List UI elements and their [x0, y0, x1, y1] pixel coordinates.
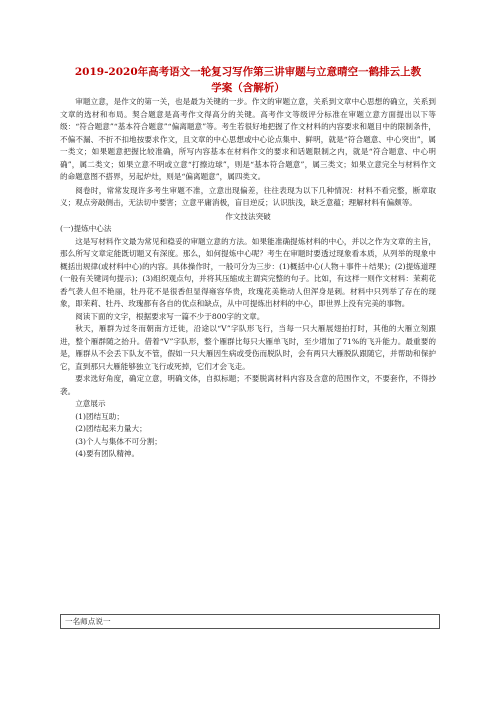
paragraph-task: 阅读下面的文字，根据要求写一篇不少于800字的文章。 — [75, 311, 265, 321]
list-item: (2)团结起来力量大； — [75, 424, 147, 433]
teacher-note-label: 一名师点说一 — [65, 617, 111, 626]
subsection-heading: (一)提炼中心法 — [60, 224, 112, 233]
teacher-note-box — [60, 614, 440, 629]
list-item: (4)要有团队精神。 — [75, 449, 140, 458]
list-item: (1)团结互助； — [75, 411, 124, 421]
section-heading: 作文技法突破 — [225, 211, 271, 221]
idea-heading: 立意展示 — [75, 399, 106, 408]
paragraph-requirements: 要求选好角度，确定立意，明确文体，自拟标题；不要脱离材料内容及含意的范围作文，不要套作，不得抄袭。 — [60, 374, 436, 396]
paragraph-method: 这是写材料作文最为常见和稳妥的审题立意的方法。如果能准确提炼材料的中心，并以之作为文章的主旨，那么所写文章定能既切题又有深度。那么，如何提炼中心呢？考生在审题时要透过现象看本质，从列举的现象中概括出规律(或材料中心)的内容。具体操作时，一般可分为三步：(1)概括中心(人物＋事件＋结果)；(2)提炼道理(一般有关键词句提示)；(3)组织观点句，并将其压缩成主谓宾完整的句子。比如，有这样一则作文材料：茉莉花香气袭人但不艳丽，牡丹花不是很香但显得雍容华贵，玫瑰花美艳动人但浑身是刺。材料中只列举了存在的现象，即茉莉、牡丹、玫瑰都有各自的优点和缺点，从中可提炼出材料的中心，即世界上没有完美的事物。 — [60, 236, 436, 308]
document-body — [60, 96, 436, 461]
list-item: (3)个人与集体不可分割； — [75, 436, 162, 446]
paragraph-problems: 阅卷时，常常发现许多考生审题不准，立意出现偏差，往往表现为以下几种情况：材料不看完整，断章取义；观点旁敲侧击，无法切中要害；立意平庸消极，盲目逆反；认识肤浅，缺乏意蕴；理解材料有偏颇等。 — [60, 185, 436, 207]
paragraph-intro: 审题立意，是作文的第一关，也是最为关键的一步。作文的审题立意，关系到文章中心思想的确立，关系到文章的选材和布局。契合题意是高考作文得高分的关键。高考作文等级评分标准在审题立意方面提出以下等级：“符合题意”“基本符合题意”“偏离题意”等。考生若很好地把握了作文材料的内容要求和题目中的限制条件，不偏不漏、不折不扣地按要求作文，且文章的中心思想或中心论点集中、鲜明，就是“符合题意、中心突出”，属一类文；如果题意把握比较准确，所写内容基本在材料作文的要求和话题限制之内，就是“符合题意、中心明确”，属二类文；如果立意不明或立意“打擦边球”，则是“基本符合题意”，属三类文；如果立意完全与材料作文的命题意图不搭界，另起炉灶，则是“偏离题意”，属四类文。 — [60, 97, 436, 181]
document-title — [60, 64, 436, 96]
paragraph-material: 秋天，雁群为过冬而朝南方迁徙，沿途以“V”字队形飞行，当每一只大雁展翅拍打时，其他的大雁立刻跟进，整个雁群随之抬升。借着“V”字队形，整个雁群比每只大雁单飞时，至少增加了71%的飞升能力。最重要的是，雁群从不会丢下队友不管，假如一只大雁因生病或受伤而脱队时，会有两只大雁脱队跟随它，并帮助和保护它，直到那只大雁能够独立飞行或死掉，它们才会飞走。 — [60, 324, 436, 371]
title-line-2: 学案（含解析） — [211, 82, 285, 94]
title-line-1: 2019-2020年高考语文一轮复习写作第三讲审题与立意晴空一鹤排云上教 — [74, 66, 422, 78]
